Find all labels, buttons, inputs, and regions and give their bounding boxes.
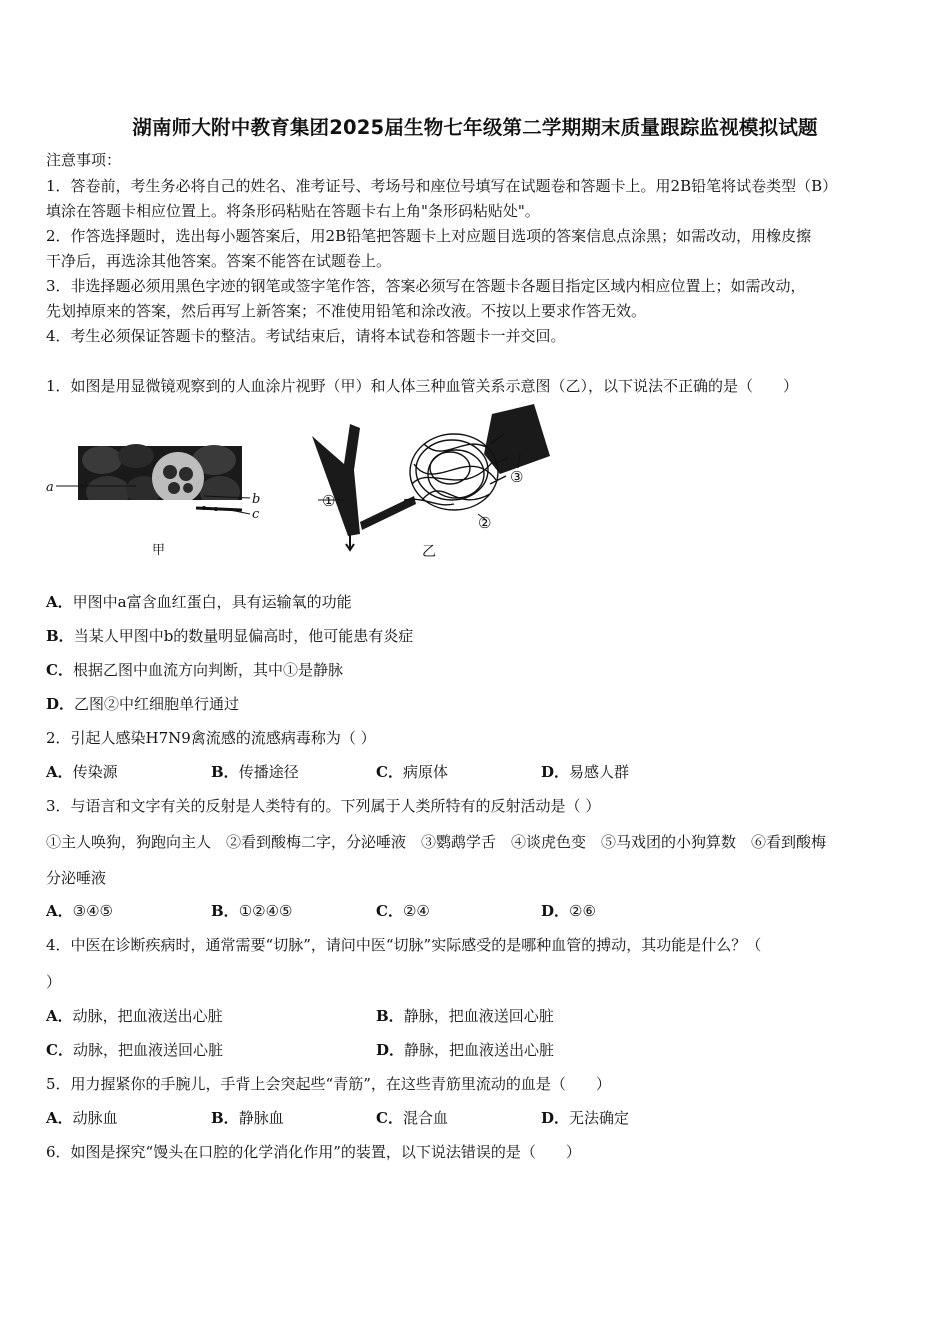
option-label: D． [46, 695, 75, 713]
notice-item: 4．考生必须保证答题卡的整洁。考试结束后，请将本试卷和答题卡一并交回。 [46, 327, 566, 345]
q2-option-b[interactable] [211, 762, 299, 782]
option-text: 易感人群 [569, 763, 630, 781]
question-6-stem: 6．如图是探究“馒头在口腔的化学消化作用”的装置，以下说法错误的是（ ） [46, 1143, 581, 1161]
white-blood-cell [152, 452, 204, 504]
page-title: 湖南师大附中教育集团2025届生物七年级第二学期期末质量跟踪监视模拟试题 [132, 116, 818, 139]
question-4-stem-cont: ） [46, 973, 62, 991]
label-3: ③ [510, 468, 524, 486]
blood-smear-figure [44, 438, 274, 562]
q2-option-a[interactable] [46, 762, 118, 782]
question-3-items: ①主人唤狗，狗跑向主人 ②看到酸梅二字，分泌唾液 ③鹦鹉学舌 ④谈虎色变 ⑤马戏团的小狗算数 ⑥看到酸梅 [46, 833, 827, 851]
option-label: D． [541, 763, 570, 781]
question-1-stem: 1．如图是用显微镜观察到的人血涂片视野（甲）和人体三种血管关系示意图（乙），以下说法不正确的是（ ） [46, 377, 799, 395]
option-text: 甲图中a富含血红蛋白，具有运输氧的功能 [72, 593, 352, 611]
label-2: ② [478, 514, 492, 532]
notice-heading: 注意事项： [46, 151, 122, 169]
question-4-stem: 4．中医在诊断疾病时，通常需要“切脉”，请问中医“切脉”实际感受的是哪种血管的搏动，其功能是什么？（ [46, 936, 762, 954]
option-label: B． [211, 763, 239, 781]
option-label: A． [46, 902, 73, 920]
option-text: 传染源 [72, 763, 118, 781]
option-label: A． [46, 1007, 73, 1025]
q1-option-a[interactable] [46, 592, 352, 612]
q2-option-c[interactable] [376, 762, 448, 782]
q2-option-d[interactable] [541, 762, 629, 782]
q3-option-b[interactable] [211, 901, 292, 921]
q5-option-a[interactable] [46, 1108, 118, 1128]
q5-option-d[interactable] [541, 1108, 629, 1128]
option-label: C． [46, 661, 73, 679]
option-text: 根据乙图中血流方向判断，其中①是静脉 [72, 661, 343, 679]
option-label: B． [211, 1109, 239, 1127]
option-text: 无法确定 [569, 1109, 630, 1127]
question-3-stem: 3．与语言和文字有关的反射是人类特有的。下列属于人类所特有的反射活动是（ ） [46, 797, 601, 815]
option-text: 当某人甲图中b的数量明显偏高时，他可能患有炎症 [73, 627, 414, 645]
option-label: B． [211, 902, 239, 920]
q3-option-a[interactable] [46, 901, 113, 921]
option-text: 病原体 [402, 763, 448, 781]
option-label: A． [46, 763, 73, 781]
option-label: C． [376, 1109, 403, 1127]
label-c: c [252, 507, 260, 522]
notice-item: 2．作答选择题时，选出每小题答案后，用2B铅笔把答题卡上对应题目选项的答案信息点涂黑；如需改动，用橡皮擦 [46, 227, 812, 245]
q5-option-c[interactable] [376, 1108, 448, 1128]
notice-item: 1．答卷前，考生务必将自己的姓名、准考证号、考场号和座位号填写在试题卷和答题卡上。用2B铅笔将试卷类型（B） [46, 177, 838, 195]
figure-label-yi: 乙 [422, 544, 436, 560]
q4-option-a[interactable] [46, 1006, 223, 1026]
option-text: ②④ [402, 902, 430, 920]
option-label: C． [46, 1041, 73, 1059]
q1-option-b[interactable] [46, 626, 413, 646]
q4-option-b[interactable] [376, 1006, 554, 1026]
option-label: B． [46, 627, 74, 645]
question-3-items-cont: 分泌唾液 [46, 869, 107, 887]
label-a: a [46, 480, 54, 495]
option-text: 静脉，把血液送出心脏 [404, 1041, 555, 1059]
option-text: 静脉，把血液送回心脏 [403, 1007, 554, 1025]
option-text: 动脉，把血液送回心脏 [72, 1041, 223, 1059]
option-label: C． [376, 763, 403, 781]
option-text: ③④⑤ [72, 902, 113, 920]
figure-label-jia: 甲 [152, 543, 166, 558]
q3-option-c[interactable] [376, 901, 430, 921]
q1-option-d[interactable] [46, 694, 239, 714]
option-text: 传播途径 [238, 763, 299, 781]
option-label: B． [376, 1007, 404, 1025]
option-text: 动脉血 [72, 1109, 118, 1127]
notice-item: 干净后，再选涂其他答案。答案不能答在试题卷上。 [46, 252, 392, 270]
vessel-branch-left [312, 424, 360, 536]
question-2-stem: 2．引起人感染H7N9禽流感的流感病毒称为（ ） [46, 729, 376, 747]
option-label: A． [46, 1109, 73, 1127]
label-1: ① [322, 492, 336, 510]
notice-item: 3．非选择题必须用黑色字迹的钢笔或签字笔作答，答案必须写在答题卡各题目指定区域内相应位置上；如需改动， [46, 277, 806, 295]
option-label: A． [46, 593, 73, 611]
blood-vessels-figure [304, 404, 560, 562]
option-label: C． [376, 902, 403, 920]
notice-item: 填涂在答题卡相应位置上。将条形码粘贴在答题卡右上角"条形码粘贴处"。 [46, 202, 540, 220]
option-text: 静脉血 [238, 1109, 284, 1127]
option-text: 动脉，把血液送出心脏 [72, 1007, 223, 1025]
q1-option-c[interactable] [46, 660, 343, 680]
notice-item: 先划掉原来的答案，然后再写上新答案；不准使用铅笔和涂改液。不按以上要求作答无效。 [46, 302, 647, 320]
q4-option-c[interactable] [46, 1040, 223, 1060]
option-label: D． [541, 1109, 570, 1127]
option-text: 乙图②中红细胞单行通过 [74, 695, 240, 713]
q4-option-d[interactable] [376, 1040, 554, 1060]
option-text: ②⑥ [569, 902, 596, 920]
q5-option-b[interactable] [211, 1108, 284, 1128]
option-text: 混合血 [402, 1109, 448, 1127]
option-label: D． [541, 902, 570, 920]
option-text: ①②④⑤ [238, 902, 293, 920]
q3-option-d[interactable] [541, 901, 596, 921]
label-b: b [252, 492, 261, 507]
question-5-stem: 5．用力握紧你的手腕儿，手背上会突起些“青筋”，在这些青筋里流动的血是（ ） [46, 1075, 611, 1093]
option-label: D． [376, 1041, 405, 1059]
